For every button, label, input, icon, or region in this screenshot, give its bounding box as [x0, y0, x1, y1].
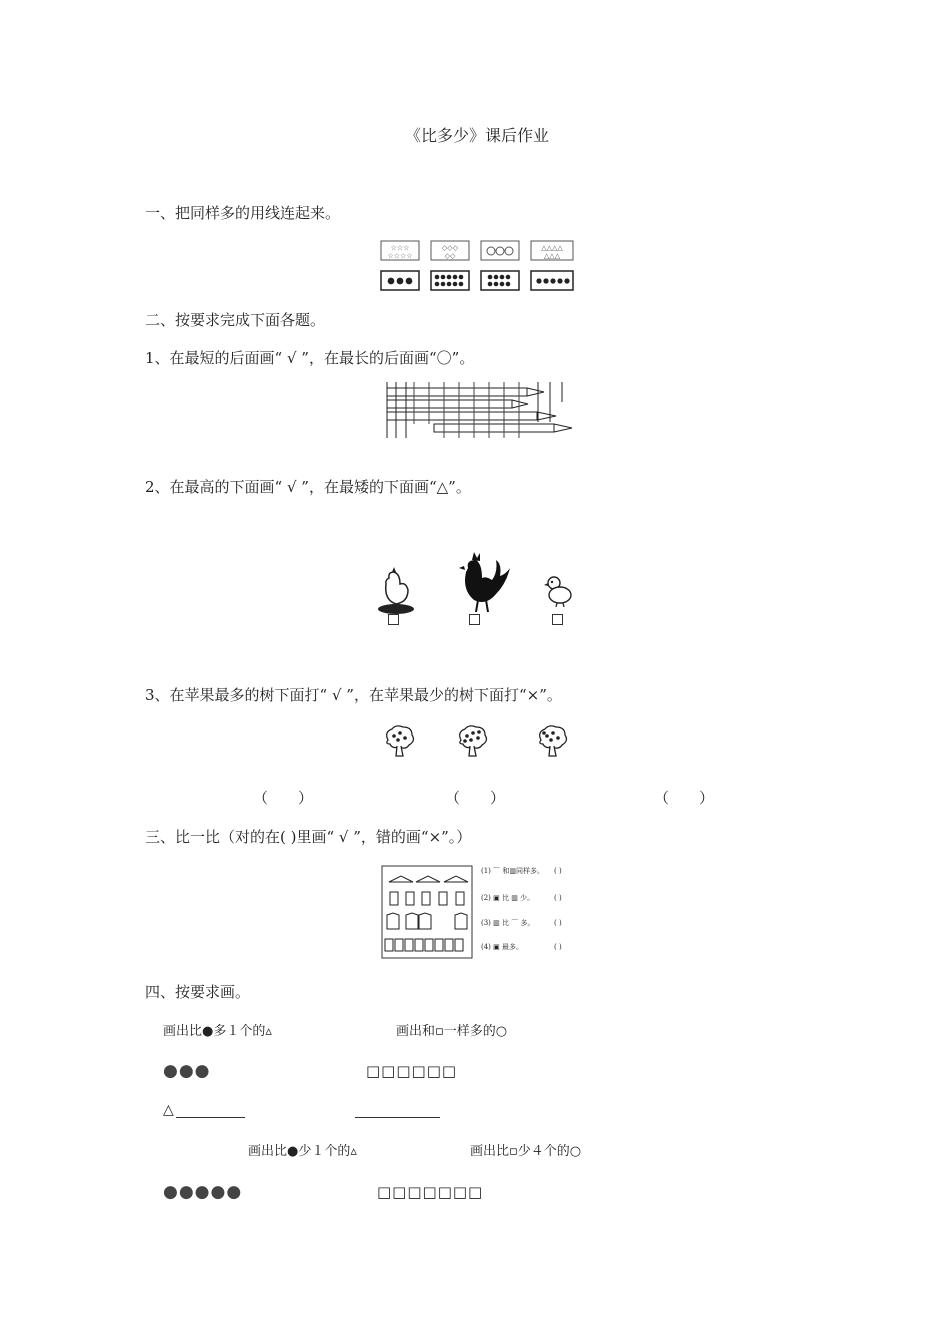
squares-six: □□□□□□ [366, 1062, 458, 1080]
prompt-more-than-dots: 画出比●多１个的▵ [163, 1024, 272, 1039]
answer-box-hen[interactable] [388, 614, 399, 625]
dots3-box [381, 271, 419, 290]
answer-line-1[interactable] [176, 1117, 245, 1118]
compare-figure [381, 865, 473, 959]
rooster-icon [456, 550, 512, 614]
question-2-2: 2、在最高的下面画“ √ ”，在最矮的下面画“△”。 [145, 478, 471, 496]
svg-text:△△△: △△△ [543, 252, 561, 260]
prompt-fewer-than-dots: 画出比●少１个的▵ [248, 1144, 357, 1159]
stars-box [381, 241, 419, 260]
compare-paren-1[interactable]: ( ) [554, 867, 562, 875]
question-2-1: 1、在最短的后面画“ √ ”，在最长的后面画“〇”。 [145, 349, 475, 367]
answer-box-chick[interactable] [552, 614, 563, 625]
question-2-3: 3、在苹果最多的树下面打“ √ ”，在苹果最少的树下面打“×”。 [145, 686, 562, 704]
svg-text:△△△△: △△△△ [541, 244, 563, 252]
compare-item-1: (1) ⌒ 和▥同样多。 [481, 867, 544, 875]
section1-heading: 一、把同样多的用线连起来。 [145, 204, 341, 222]
svg-text:☆☆☆☆: ☆☆☆☆ [387, 252, 413, 260]
apple-tree-icon [455, 724, 489, 758]
circles-box [481, 241, 519, 260]
answer-paren-1[interactable]: （ ） [253, 789, 314, 807]
svg-text:☆☆☆: ☆☆☆ [390, 244, 410, 252]
diamonds-box [431, 241, 469, 260]
answer-box-rooster[interactable] [469, 614, 480, 625]
squares-seven: □□□□□□□ [377, 1183, 484, 1201]
triangles-box [531, 241, 573, 260]
compare-item-2: (2) ▣ 比 ▥ 少。 [481, 894, 535, 902]
answer-paren-3[interactable]: （ ） [654, 789, 715, 807]
svg-text:◇◇: ◇◇ [444, 252, 456, 260]
triangle-icon: △ [163, 1102, 174, 1118]
compare-paren-4[interactable]: ( ) [554, 943, 562, 951]
compare-paren-3[interactable]: ( ) [554, 919, 562, 927]
apple-tree-icon [535, 724, 569, 758]
chick-icon [544, 574, 574, 608]
pencils-figure [384, 382, 576, 440]
section1-figure [380, 240, 580, 292]
dots10-box [431, 271, 469, 290]
compare-item-4: (4) ▣ 最多。 [481, 943, 523, 951]
section2-heading: 二、按要求完成下面各题。 [145, 311, 326, 329]
dots-five: ●●●●● [163, 1182, 243, 1202]
dots8-box [481, 271, 519, 290]
compare-item-3: (3) ▥ 比 ⌒ 多。 [481, 919, 535, 927]
section3-heading: 三、比一比（对的在( )里画“ √ ”，错的画“×”。） [145, 828, 472, 846]
apple-tree-icon [382, 724, 416, 758]
page-title: 《比多少》课后作业 [405, 126, 550, 145]
dots5-box [531, 271, 573, 290]
section4-heading: 四、按要求画。 [145, 983, 251, 1001]
answer-line-2[interactable] [355, 1117, 440, 1118]
dots-three: ●●● [163, 1061, 211, 1081]
prompt-fewer-than-squares: 画出比▫少４个的○ [470, 1144, 582, 1159]
compare-paren-2[interactable]: ( ) [554, 894, 562, 902]
answer-paren-2[interactable]: （ ） [445, 789, 506, 807]
svg-text:◇◇◇: ◇◇◇ [441, 244, 459, 252]
prompt-same-as-squares: 画出和▫一样多的○ [396, 1024, 508, 1039]
